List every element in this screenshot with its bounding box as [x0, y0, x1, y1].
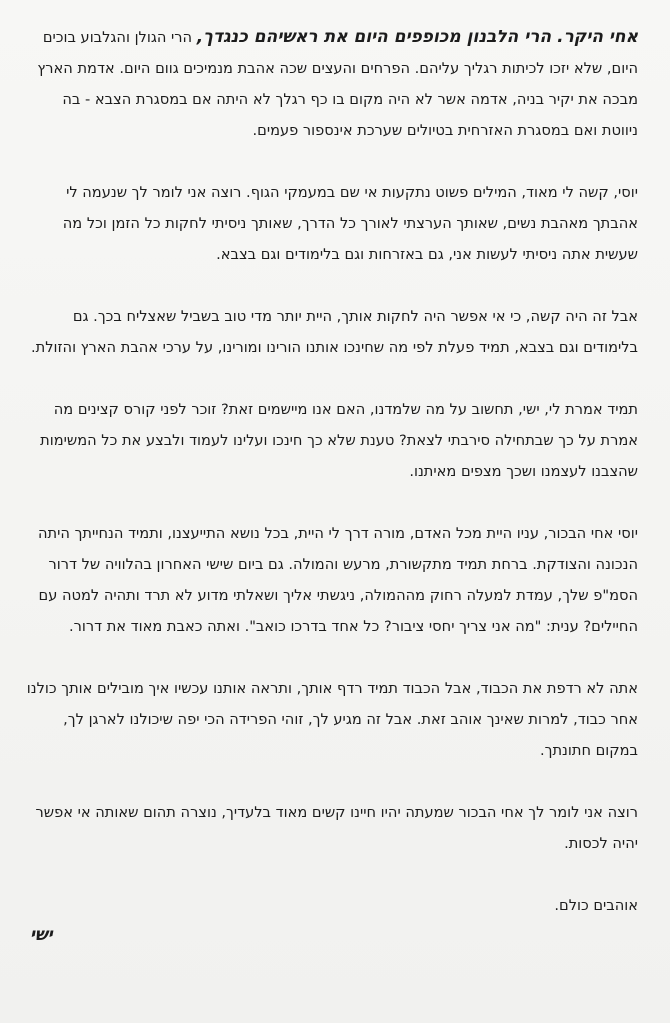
paragraph-1	[26, 22, 638, 146]
signature: ישי	[30, 925, 53, 945]
paragraph-4: תמיד אמרת לי, ישי, תחשוב על מה שלמדנו, האם אנו מיישמים זאת? זוכר לפני קורס קצינים מה אמרת על כך שבתחילה סירבתי לצאת? טענת שלא כך חינכו ועלינו לעמוד ולבצע את כל המשימות שהצבנו לעצמנו ושכך מצפים מאיתנו.	[40, 401, 638, 480]
paragraph-6: אתה לא רדפת את הכבוד, אבל הכבוד תמיד רדף אותך, ותראה אותנו עכשיו איך מובילים אותך כולנו אחר כבוד, למרות שאינך אוהב זאת. אבל זה מגיע לך, זוהי הפרידה הכי יפה שיכולנו לארגן לך, במקום חתונתך.	[26, 680, 638, 759]
paragraph-7: רוצה אני לומר לך אחי הבכור שמעתה יהיו חיינו קשים מאוד בלעדיך, נוצרה תהום שאותה אי אפשר יהיה לכסות.	[35, 804, 638, 852]
opening-line: אחי היקר. הרי הלבנון מכופפים היום את ראשיהם כנגדך,	[196, 27, 638, 47]
paragraph-2: יוסי, קשה לי מאוד, המילים פשוט נתקעות אי שם במעמקי הגוף. רוצה אני לומר לך שנעמה לי אהבתך מאהבת נשים, שאותך הערצתי לאורך כל הדרך, שאותך ניסיתי לחקות כל הזמן וכל מה שעשית אתה ניסיתי לעשות אני, גם באזרחות וגם בלימודים וגם בצבא.	[62, 184, 638, 263]
closing-line: אוהבים כולם.	[554, 897, 638, 914]
paragraph-5: יוסי אחי הבכור, עניו היית מכל האדם, מורה דרך לי היית, בכל נושא התייעצנו, ותמיד הנחייתך היתה הנכונה והצודקת. ברחת תמיד מתקשורת, מרעש והמולה. גם ביום שישי האחרון בהלוויה של דרור הסמ"פ שלך, עמדת למעלה רחוק מההמולה, ניגשתי אליך ושאלתי מדוע לא תרד ותהיה למטה עם החיילים? ענית: "מה אני צריך יחסי ציבור? כל אחד בדרכו כואב". ואתה כאבת מאוד את דרור.	[38, 525, 638, 635]
letter-body	[26, 22, 638, 921]
paragraph-1-text: הרי הגולן והגלבוע בוכים היום, שלא יזכו לכיתות רגליך עליהם. הפרחים והעצים שכה אהבת מנמיכים גוום היום. אדמת הארץ מבכה את יקיר בניה, אדמה אשר לא היה מקום בו כף רגלך לא היתה אם במסגרת הצבא - בה ניווטת ואם במסגרת האזרחית בטיולים שערכת אינספור פעמים.	[37, 29, 638, 139]
paragraph-3: אבל זה היה קשה, כי אי אפשר היה לחקות אותך, היית יותר מדי טוב בשביל שאצליח בכך. גם בלימודים וגם בצבא, תמיד פעלת לפי מה שחינכו אותנו הורינו ומורינו, על ערכי אהבת הארץ והזולת.	[30, 308, 638, 356]
